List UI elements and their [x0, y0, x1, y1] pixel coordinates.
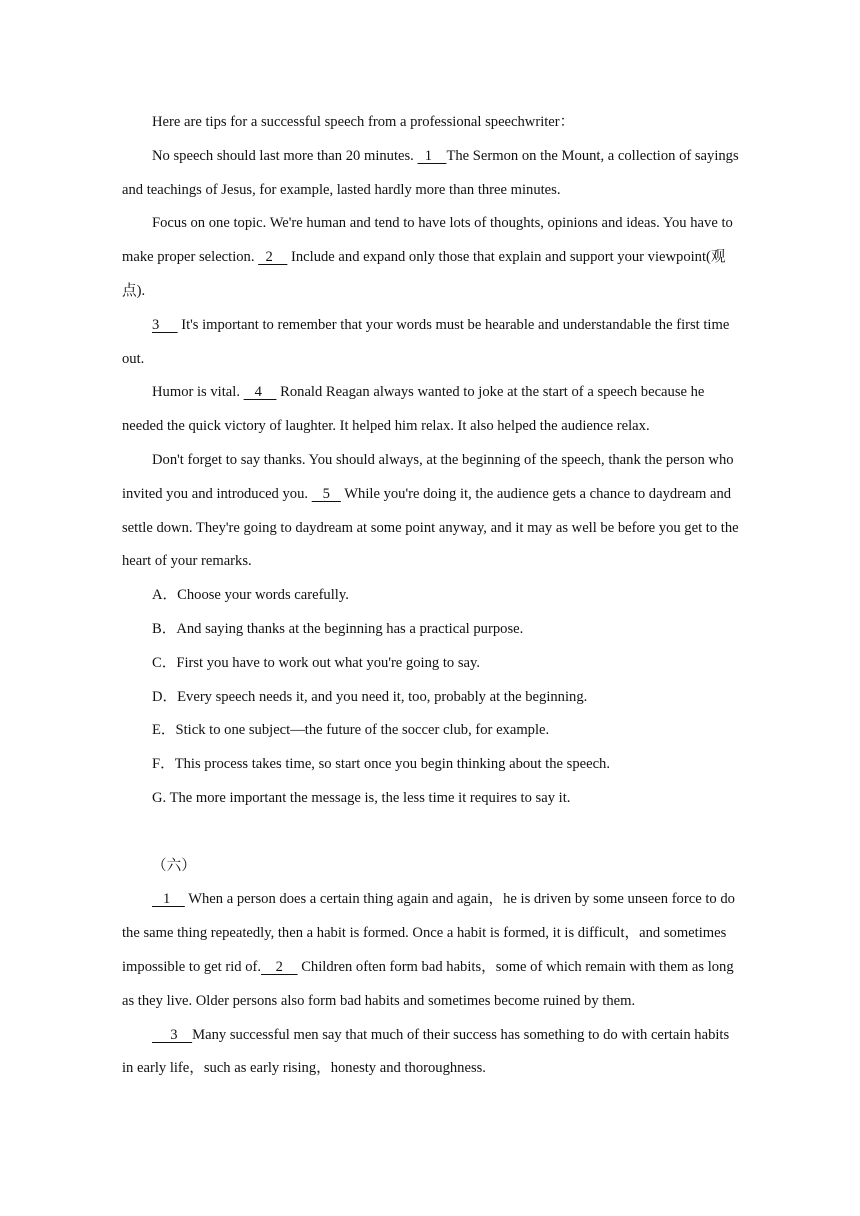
answer-blank-6-3[interactable]: 3 [152, 1026, 193, 1043]
document-body [122, 106, 742, 1086]
option-a: A．Choose your words carefully. [152, 587, 349, 604]
paragraph-hearable-words: 3 It's important to remember that your words must be hearable and understandable the first time out. [122, 316, 730, 367]
answer-blank-6-1[interactable]: 1 [152, 891, 185, 908]
option-d: D．Every speech needs it, and you need it, too, probably at the beginning. [152, 688, 588, 705]
option-g: G. The more important the message is, the less time it requires to say it. [152, 789, 571, 806]
paragraph-successful-men: 3 Many successful men say that much of their success has something to do with certain habits in early life，such as early rising，honesty and thoroughness. [122, 1026, 730, 1077]
section-gap [122, 816, 742, 850]
option-f: F．This process takes time, so start once you begin thinking about the speech. [152, 756, 610, 773]
option-e: E．Stick to one subject—the future of the soccer club, for example. [152, 722, 550, 739]
option-c: C．First you have to work out what you're going to say. [152, 654, 480, 671]
section-title-six: （六） [152, 857, 196, 874]
option-b: B．And saying thanks at the beginning has a practical purpose. [152, 620, 524, 637]
paragraph-speech-length: No speech should last more than 20 minutes. 1 The Sermon on the Mount, a collection of sayings and teachings of Jesus, for example, lasted hardly more than three minutes. [122, 147, 739, 198]
answer-blank-3[interactable]: 3 [152, 316, 178, 333]
answer-blank-2[interactable]: 2 [258, 249, 288, 266]
answer-blank-6-2[interactable]: 2 [261, 958, 298, 975]
answer-blank-4[interactable]: 4 [243, 384, 277, 401]
paragraph-habit-formed: 1 When a person does a certain thing again and again，he is driven by some unseen force to do the same thing repeatedly, then a habit is formed. Once a habit is formed, it is difficult，and sometimes impossible to get rid of. 2 Children often form bad habits，some of which remain with them as long as they live. Older persons also form bad habits and sometimes become ruined by them. [122, 891, 735, 1009]
answer-blank-5[interactable]: 5 [311, 485, 341, 502]
paragraph-thanks: Don't forget to say thanks. You should always, at the beginning of the speech, thank the person who invited you and introduced you. 5 While you're doing it, the audience gets a chance to daydream and settle down. They're going to daydream at some point anyway, and it may as well be before you get to the heart of your remarks. [122, 451, 739, 570]
passage-intro: Here are tips for a successful speech from a professional speechwriter： [152, 114, 575, 130]
answer-blank-1[interactable]: 1 [417, 147, 447, 164]
paragraph-humor: Humor is vital. 4 Ronald Reagan always wanted to joke at the start of a speech because he needed the quick victory of laughter. It helped him relax. It also helped the audience relax. [122, 384, 705, 435]
paragraph-focus-topic: Focus on one topic. We're human and tend to have lots of thoughts, opinions and ideas. You have to make proper selection. 2 Include and expand only those that explain and support your viewpoint(观点). [122, 215, 733, 299]
